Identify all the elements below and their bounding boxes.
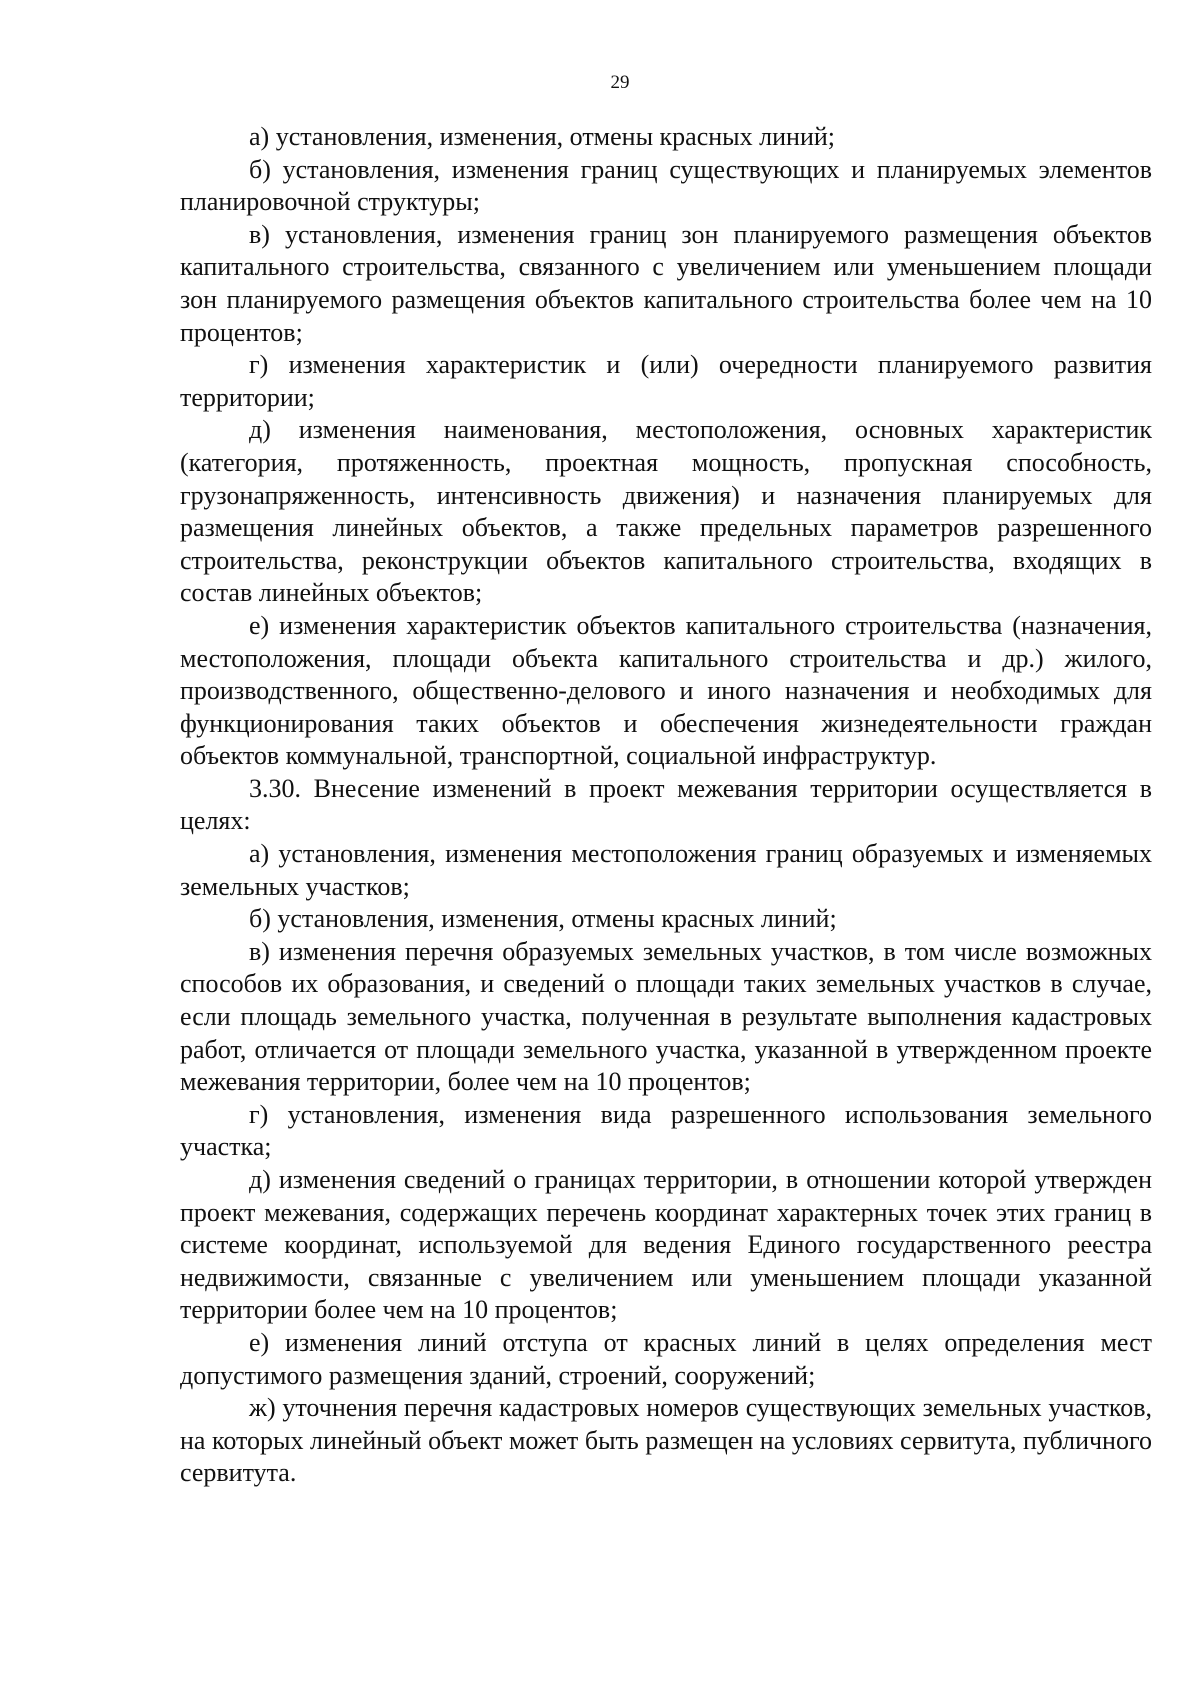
paragraph-list-item-zh: ж) уточнения перечня кадастровых номеров существующих земельных участков, на которых линейный объект может быть размещен на условиях сервитута, публичного сервитута. [180,1393,1152,1488]
paragraph-list-item-g: г) изменения характеристик и (или) очередности планируемого развития территории; [180,350,1152,412]
paragraph-list-item-a-2: а) установления, изменения местоположения границ образуемых и изменяемых земельных участков; [180,839,1152,901]
paragraph-list-item-e-2: е) изменения линий отступа от красных линий в целях определения мест допустимого размещения зданий, строений, сооружений; [180,1327,1152,1390]
paragraph-list-item-a: а) установления, изменения, отмены красных линий; [249,122,836,151]
paragraph-list-item-d: д) изменения наименования, местоположения, основных характеристик (категория, протяженность, проектная мощность, пропускная способность, грузонапряженность, интенсивность движения) и назначения планируемых для размещения линейных объектов, а также предельных параметров разрешенного строительства, реконструкции объектов капитального строительства, входящих в состав линейных объектов; [180,415,1152,608]
paragraph-clause-3-30: 3.30. Внесение изменений в проект межевания территории осуществляется в целях: [180,773,1152,836]
paragraph-list-item-d-2: д) изменения сведений о границах территории, в отношении которой утвержден проект межевания, содержащих перечень координат характерных точек этих границ в системе координат, используемой для ведения Единого государственного реестра недвижимости, связанные с увеличением или уменьшением площади указанной территории более чем на 10 процентов; [180,1165,1152,1325]
paragraph-list-item-v-2: в) изменения перечня образуемых земельных участков, в том числе возможных способов их образования, и сведений о площади таких земельных участков в случае, если площадь земельного участка, полученная в результате выполнения кадастровых работ, отличается от площади земельного участка, указанной в утвержденном проекте межевания территории, более чем на 10 процентов; [180,936,1152,1097]
paragraph-list-item-g-2: г) установления, изменения вида разрешенного использования земельного участка; [180,1099,1152,1162]
paragraph-list-item-e: е) изменения характеристик объектов капитального строительства (назначения, местоположения, площади объекта капитального строительства и др.) жилого, производственного, общественно-делового и иного назначения и необходимых для функционирования таких объектов и обеспечения жизнедеятельности граждан объектов коммунальной, транспортной, социальной инфраструктур. [180,610,1152,771]
document-body [180,121,1152,1490]
paragraph-list-item-b-2: б) установления, изменения, отмены красных линий; [249,904,837,934]
page-number: 29 [610,72,630,93]
paragraph-list-item-v: в) установления, изменения границ зон планируемого размещения объектов капитального строительства, связанного с увеличением или уменьшением площади зон планируемого размещения объектов капитального строительства более чем на 10 процентов; [180,219,1152,347]
paragraph-list-item-b: б) установления, изменения границ существующих и планируемых элементов планировочной структуры; [180,154,1152,217]
